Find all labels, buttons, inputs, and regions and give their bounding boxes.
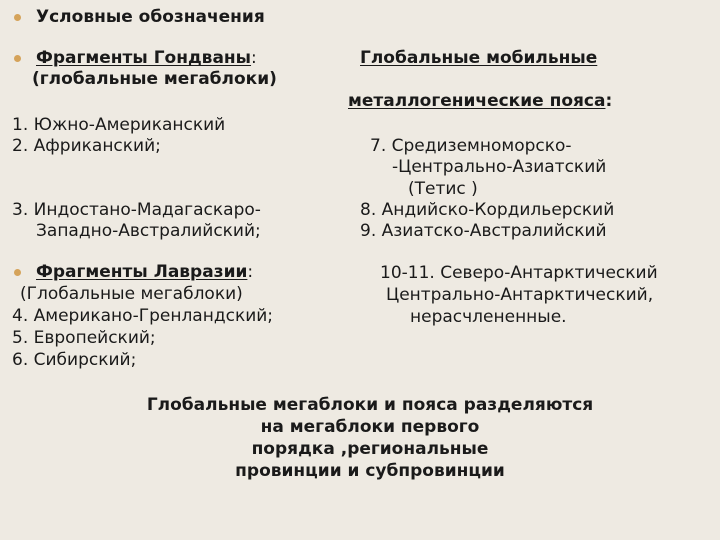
belts-colon: :	[605, 91, 613, 111]
belts-heading-line2-row	[348, 91, 612, 112]
bullet-icon	[14, 14, 21, 21]
conclusion-line: Глобальные мегаблоки и пояса разделяются	[146, 395, 594, 415]
gondwana-item: 1. Южно-Американский	[12, 115, 226, 135]
gondwana-heading: Фрагменты Гондваны	[36, 48, 252, 68]
gondwana-subtitle: (глобальные мегаблоки)	[32, 69, 277, 89]
belt-item: -Центрально-Азиатский	[392, 157, 607, 177]
belt-item: нерасчлененные.	[410, 307, 567, 327]
gondwana-item: Западно-Австралийский;	[36, 221, 261, 241]
laurasia-heading-line	[36, 262, 253, 283]
laurasia-item: 6. Сибирский;	[12, 350, 137, 370]
belt-item: 10-11. Северо-Антарктический	[380, 263, 658, 283]
conclusion-line: провинции и субпровинции	[235, 461, 505, 481]
belt-item: Центрально-Антарктический,	[386, 285, 654, 305]
belt-item: 8. Андийско-Кордильерский	[360, 200, 615, 220]
belts-heading-line1: Глобальные мобильные	[360, 48, 598, 68]
gondwana-item: 3. Индостано-Мадагаскаро-	[12, 200, 261, 220]
bullet-icon	[14, 55, 21, 62]
legend-title: Условные обозначения	[36, 7, 265, 27]
conclusion-line: порядка ,региональные	[251, 439, 489, 459]
conclusion-line: на мегаблоки первого	[260, 417, 480, 437]
laurasia-colon: :	[247, 262, 254, 282]
belts-heading-line2: металлогенические пояса	[348, 91, 606, 111]
bullet-icon	[14, 269, 21, 276]
laurasia-heading: Фрагменты Лавразии	[36, 262, 248, 282]
gondwana-colon: :	[251, 48, 257, 68]
belt-item: 9. Азиатско-Австралийский	[360, 221, 607, 241]
gondwana-item: 2. Африканский;	[12, 136, 161, 156]
belt-item: (Тетис )	[408, 179, 478, 199]
laurasia-item: 5. Европейский;	[12, 328, 156, 348]
laurasia-subtitle: (Глобальные мегаблоки)	[20, 284, 243, 304]
gondwana-heading-line	[36, 48, 257, 69]
laurasia-item: 4. Американо-Гренландский;	[12, 306, 274, 326]
belt-item: 7. Средиземноморско-	[370, 136, 572, 156]
